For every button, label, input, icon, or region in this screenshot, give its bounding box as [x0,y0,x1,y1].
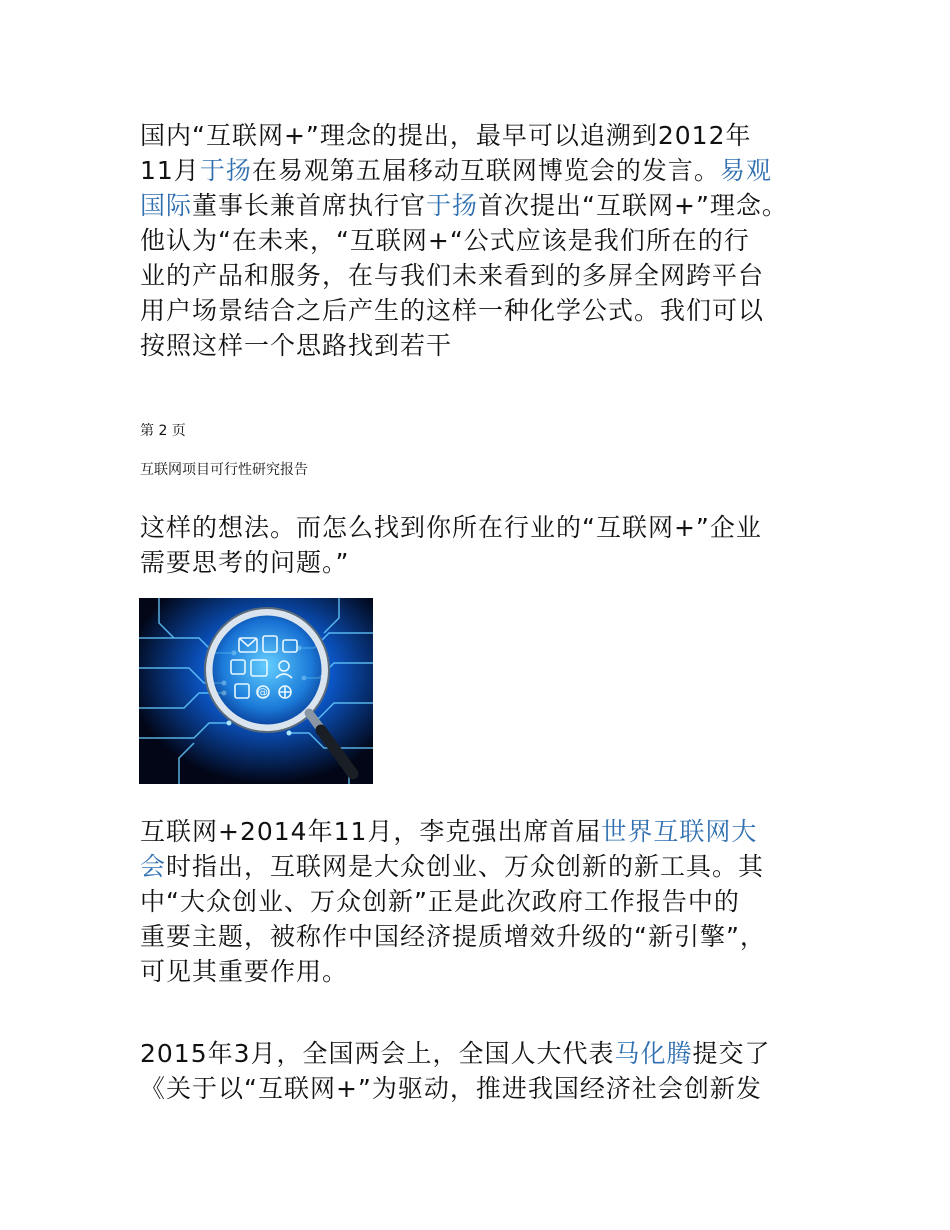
paragraph-two-sessions [140,1036,830,1106]
magnifier-over-circuit-icon [139,598,373,784]
link-analysys-international[interactable]: 国际 [140,191,193,220]
link-yu-yang-2[interactable]: 于扬 [426,191,479,220]
text-line: 中“大众创业、万众创新”正是此次政府工作报告中的 [140,887,740,916]
paragraph-world-internet-conference [140,814,830,989]
text-run: 首次提出“互联网+”理念。 [478,191,788,220]
text-line: 重要主题，被称作中国经济提质增效升级的“新引擎”， [140,922,766,951]
link-ma-huateng[interactable]: 马化腾 [614,1039,693,1068]
text-line: 《关于以“互联网+”为驱动，推进我国经济社会创新发 [140,1074,762,1103]
link-world-internet-conference-cont[interactable]: 会 [140,852,167,881]
text-line: 按照这样一个思路找到若干 [140,331,453,360]
text-line [140,849,830,884]
text-run: 互联网+2014年11月，李克强出席首届 [140,817,602,846]
text-line: 可见其重要作用。 [140,957,349,986]
text-line: 国内“互联网+”理念的提出，最早可以追溯到2012年 [140,121,752,150]
illustration-magnifier-image [139,598,373,784]
text-line: 这样的想法。而怎么找到你所在行业的“互联网+”企业 [140,513,762,542]
text-run: 在易观第五届移动互联网博览会的发言。 [251,156,720,185]
text-line [140,153,830,188]
text-line: 用户场景结合之后产生的这样一种化学公式。我们可以 [140,296,765,325]
text-line [140,1036,830,1071]
link-yu-yang[interactable]: 于扬 [199,156,252,185]
text-line: 业的产品和服务，在与我们未来看到的多屏全网跨平台 [140,261,765,290]
text-line: 需要思考的问题。” [140,548,350,577]
text-line [140,814,830,849]
text-run: 11月 [140,156,200,185]
page-number: 第 2 页 [140,423,186,439]
link-world-internet-conference[interactable]: 世界互联网大 [601,817,758,846]
paragraph-origin-of-internet-plus [140,118,830,363]
text-line: 他认为“在未来，“互联网+“公式应该是我们所在的行 [140,226,750,255]
running-header: 互联网项目可行性研究报告 [140,462,308,478]
text-run: 2015年3月，全国两会上，全国人大代表 [140,1039,615,1068]
text-run: 董事长兼首席执行官 [192,191,427,220]
text-line [140,188,830,223]
paragraph-continuation [140,510,830,580]
text-run: 提交了 [692,1039,771,1068]
svg-text:@: @ [257,686,268,699]
link-analysys[interactable]: 易观 [719,156,772,185]
text-run: 时指出，互联网是大众创业、万众创新的新工具。其 [166,852,765,881]
